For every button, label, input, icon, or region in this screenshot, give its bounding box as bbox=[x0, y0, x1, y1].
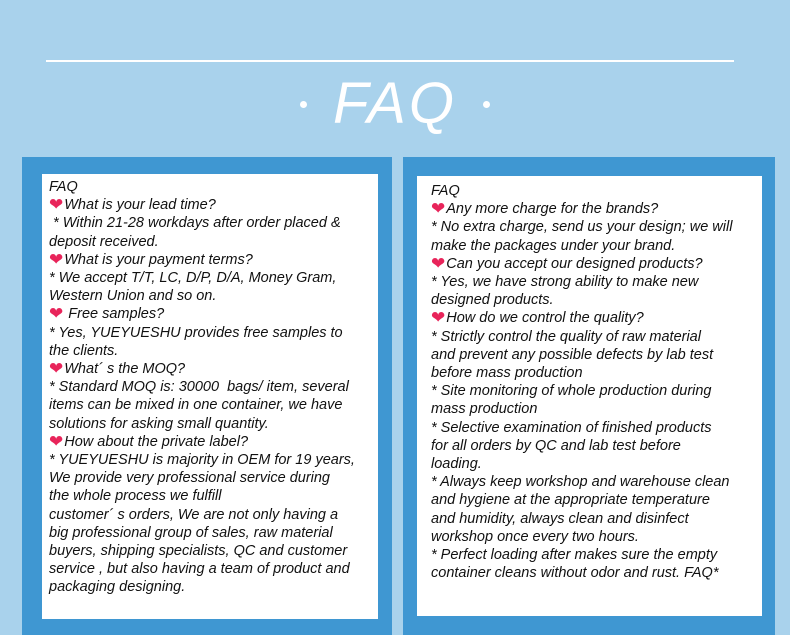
answer-line: * Yes, we have strong ability to make new bbox=[431, 274, 699, 291]
answer-line: the clients. bbox=[49, 342, 119, 359]
question-text: What is your lead time? bbox=[64, 197, 216, 214]
answer-line: * Within 21-28 workdays after order placed & bbox=[49, 215, 341, 232]
answer-line: and humidity, always clean and disinfect bbox=[431, 510, 689, 527]
answer-line: * Site monitoring of whole production during bbox=[431, 383, 712, 400]
faq-question bbox=[49, 305, 374, 323]
answer-line: customer´ s orders, We are not only having a bbox=[49, 506, 339, 523]
heart-icon: ❤ bbox=[431, 253, 446, 273]
question-text: How do we control the quality? bbox=[446, 310, 644, 327]
question-text: How about the private label? bbox=[64, 433, 249, 450]
answer-line: the whole process we fulfill bbox=[49, 488, 222, 505]
answer-line: items can be mixed in one container, we have bbox=[49, 397, 343, 414]
faq-item bbox=[431, 309, 758, 582]
heart-icon: ❤ bbox=[49, 249, 64, 269]
answer-line: make the packages under your brand. bbox=[431, 237, 676, 254]
heart-icon: ❤ bbox=[49, 431, 64, 451]
heart-icon: ❤ bbox=[49, 195, 64, 215]
left-faq-list bbox=[49, 196, 374, 596]
answer-line: * Yes, YUEYUESHU provides free samples to bbox=[49, 324, 343, 341]
question-text: What´ s the MOQ? bbox=[64, 361, 186, 378]
heart-icon: ❤ bbox=[431, 199, 446, 219]
faq-item bbox=[49, 305, 374, 360]
faq-item bbox=[49, 196, 374, 251]
answer-line: before mass production bbox=[431, 365, 583, 382]
faq-item bbox=[49, 360, 374, 433]
answer-line: for all orders by QC and lab test before bbox=[431, 437, 681, 454]
right-dot-icon bbox=[483, 101, 490, 108]
answer-line: packaging designing. bbox=[49, 579, 186, 596]
faq-item bbox=[49, 433, 374, 597]
answer-line: service , but also having a team of product and bbox=[49, 561, 350, 578]
question-text: What is your payment terms? bbox=[64, 251, 253, 268]
right-faq-list bbox=[431, 200, 758, 582]
faq-item bbox=[49, 251, 374, 306]
faq-question bbox=[431, 255, 758, 273]
top-divider bbox=[46, 60, 734, 62]
faq-question bbox=[49, 251, 374, 269]
faq-heading: FAQ bbox=[431, 183, 460, 199]
page-title: FAQ bbox=[333, 71, 457, 136]
left-dot-icon bbox=[300, 101, 307, 108]
heart-icon: ❤ bbox=[49, 304, 64, 324]
question-text: Can you accept our designed products? bbox=[446, 255, 703, 272]
answer-line: and prevent any possible defects by lab test bbox=[431, 346, 714, 363]
answer-line: We provide very professional service during bbox=[49, 470, 331, 487]
answer-line: solutions for asking small quantity. bbox=[49, 415, 269, 432]
answer-line: designed products. bbox=[431, 292, 554, 309]
faq-heading: FAQ bbox=[49, 179, 78, 195]
header bbox=[0, 68, 790, 140]
right-faq-panel bbox=[403, 157, 775, 635]
heart-icon: ❤ bbox=[49, 359, 64, 379]
answer-line: * Selective examination of finished products bbox=[431, 419, 712, 436]
answer-line: big professional group of sales, raw material bbox=[49, 524, 333, 541]
answer-line: * Strictly control the quality of raw material bbox=[431, 328, 701, 345]
answer-line: * Perfect loading after makes sure the empty bbox=[431, 547, 718, 564]
answer-line: workshop once every two hours. bbox=[431, 528, 639, 545]
answer-line: deposit received. bbox=[49, 233, 159, 250]
faq-question bbox=[431, 309, 758, 327]
answer-line: * Always keep workshop and warehouse clean bbox=[431, 474, 730, 491]
heart-icon: ❤ bbox=[431, 308, 446, 328]
faq-item bbox=[431, 200, 758, 255]
answer-line: buyers, shipping specialists, QC and customer bbox=[49, 543, 348, 560]
answer-line: container cleans without odor and rust. FAQ* bbox=[431, 565, 719, 582]
answer-line: and hygiene at the appropriate temperature bbox=[431, 492, 710, 509]
answer-line: loading. bbox=[431, 456, 482, 473]
answer-line: * YUEYUESHU is majority in OEM for 19 years, bbox=[49, 452, 355, 469]
faq-item bbox=[431, 255, 758, 310]
answer-line: * Standard MOQ is: 30000 bags/ item, several bbox=[49, 379, 349, 396]
answer-line: Western Union and so on. bbox=[49, 288, 217, 305]
faq-question bbox=[49, 196, 374, 214]
faq-question bbox=[431, 200, 758, 218]
question-text: Any more charge for the brands? bbox=[446, 201, 659, 218]
answer-line: * We accept T/T, LC, D/P, D/A, Money Gram, bbox=[49, 270, 337, 287]
faq-question bbox=[49, 433, 374, 451]
faq-question bbox=[49, 360, 374, 378]
question-text: Free samples? bbox=[64, 306, 165, 323]
answer-line: mass production bbox=[431, 401, 538, 418]
left-faq-card bbox=[42, 174, 378, 619]
left-faq-panel bbox=[22, 157, 392, 635]
right-faq-card bbox=[417, 176, 762, 616]
answer-line: * No extra charge, send us your design; we will bbox=[431, 219, 733, 236]
